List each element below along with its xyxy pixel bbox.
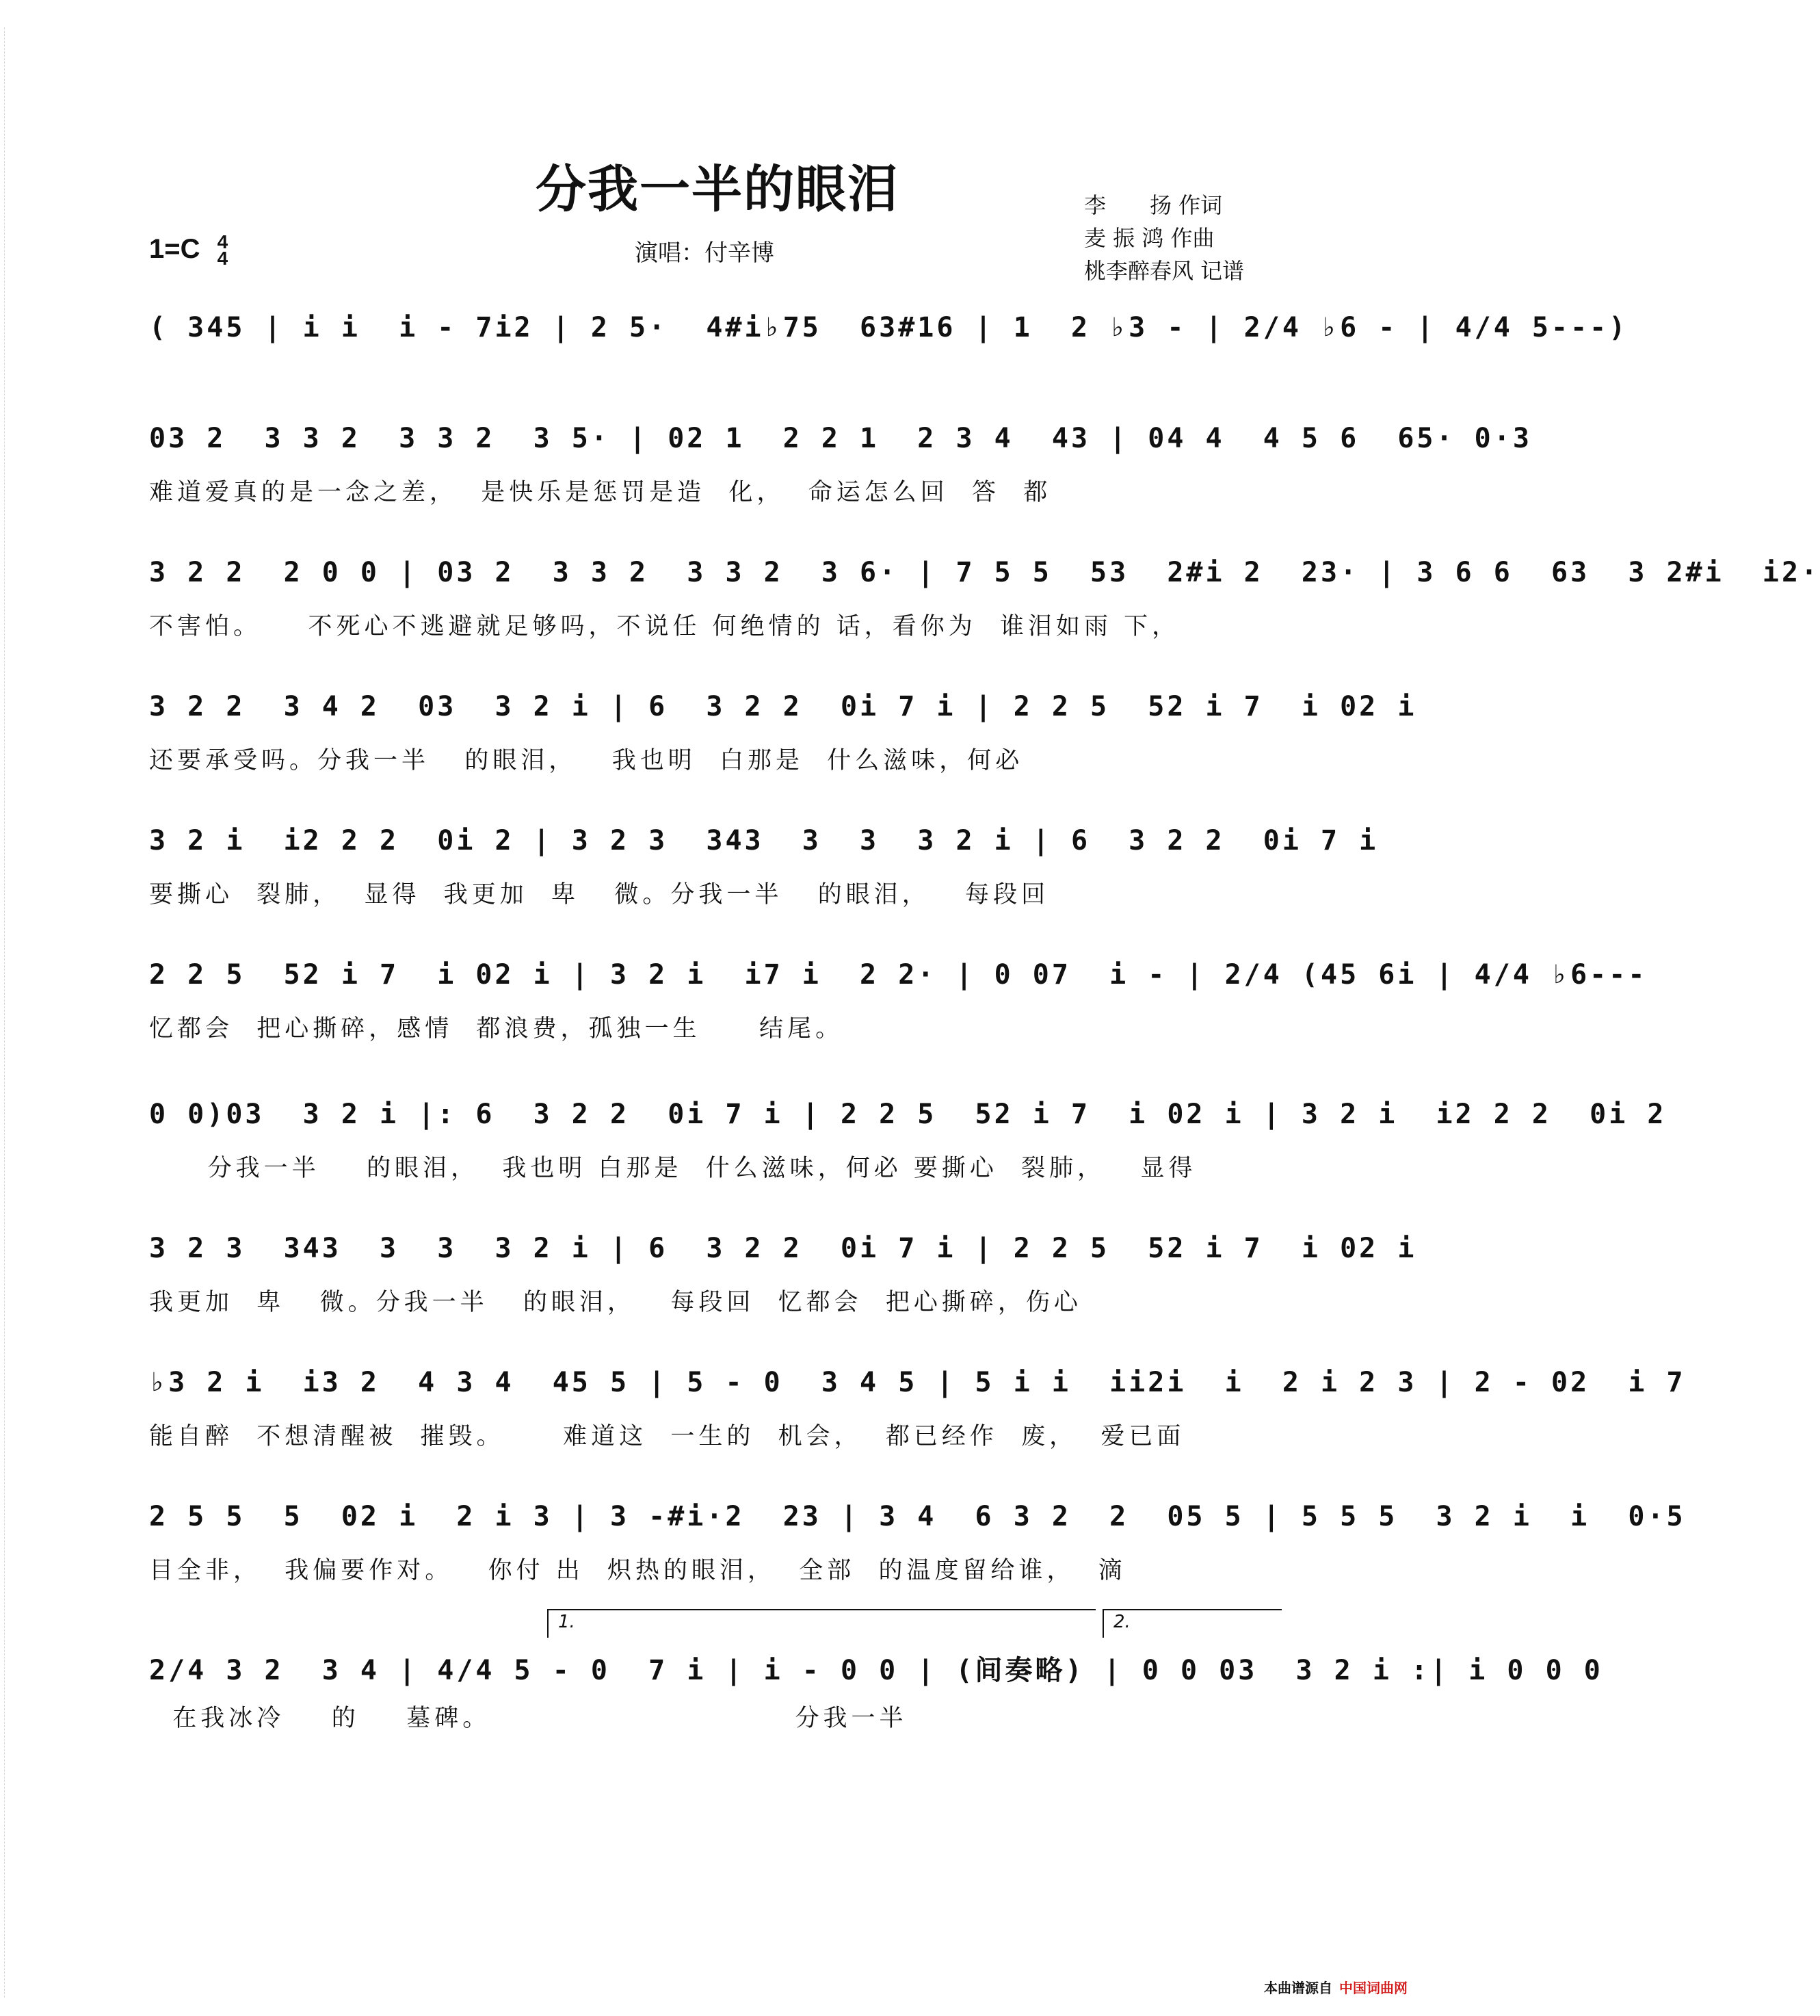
lyrics-line: 不害怕。 不死心不逃避就足够吗，不说任 何绝情的 话，看你为 谁泪如雨 下， xyxy=(149,613,1181,640)
notes-line: 2 5 5 5 02 i 2 i 3 | 3 -#i·2 23 | 3 4 6 3 2 2 05 5 | 5 5 5 3 2 i i 0·5 xyxy=(149,1501,1686,1532)
transcriber-credit: 桃李醉春风 记谱 xyxy=(1084,258,1245,284)
notes-line: 3 2 2 3 4 2 03 3 2 i | 6 3 2 2 0i 7 i | 2 2 5 52 i 7 i 02 i xyxy=(149,691,1417,722)
lyrics-line: 目全非， 我偏要作对。 你付 出 炽热的眼泪， 全部 的温度留给谁， 滴 xyxy=(149,1557,1126,1584)
volta-bracket-2 xyxy=(1103,1609,1282,1638)
score-system-2 xyxy=(149,419,1532,506)
lyrics-line: 能自醉 不想清醒被 摧毁。 难道这 一生的 机会， 都已经作 废， 爱已面 xyxy=(149,1423,1185,1450)
lyrics-line: 分我一半 的眼泪， 我也明 白那是 什么滋味，何必 要撕心 裂肺， 显得 xyxy=(149,1155,1197,1182)
time-sig-bottom: 4 xyxy=(217,248,228,270)
score-system-9 xyxy=(149,1363,1686,1450)
time-signature xyxy=(217,231,228,270)
lyrics-line: 我更加 卑 微。分我一半 的眼泪， 每段回 忆都会 把心撕碎，伤心 xyxy=(149,1289,1082,1316)
lyrics-line: 忆都会 把心撕碎，感情 都浪费，孤独一生 结尾。 xyxy=(149,1015,844,1043)
notes-line: 2/4 3 2 3 4 | 4/4 5 - 0 7 i | i - 0 0 | (间奏略) | 0 0 03 3 2 i :| i 0 0 0 xyxy=(149,1655,1603,1686)
score-system-5 xyxy=(149,821,1379,908)
key-label: 1=C xyxy=(149,234,200,264)
volta-bracket-1 xyxy=(547,1609,1096,1638)
score-system-11 xyxy=(149,1645,1603,1732)
score-system-10 xyxy=(149,1497,1686,1584)
page-edge-watermark xyxy=(4,27,12,1998)
notes-line: 2 2 5 52 i 7 i 02 i | 3 2 i i7 i 2 2· | 0 07 i - | 2/4 (45 6i | 4/4 ♭6--- xyxy=(149,959,1648,991)
notes-line: 03 2 3 3 2 3 3 2 3 5· | 02 1 2 2 1 2 3 4 43 | 04 4 4 5 6 65· 0·3 xyxy=(149,423,1532,454)
score-system-7 xyxy=(149,1095,1667,1182)
volta-label-1: 1. xyxy=(558,1612,575,1632)
score-system-1 xyxy=(149,308,1628,356)
singer-credit: 演唱：付辛博 xyxy=(635,239,774,267)
source-footer xyxy=(1264,1977,1408,1997)
song-title: 分我一半的眼泪 xyxy=(536,160,899,219)
notes-line: 3 2 2 2 0 0 | 03 2 3 3 2 3 3 2 3 6· | 7 5 5 53 2#i 2 23· | 3 6 6 63 3 2#i i2· xyxy=(149,557,1820,588)
notes-line: ( 345 | i i i - 7i2 | 2 5· 4#i♭75 63#16 | 1 2 ♭3 - | 2/4 ♭6 - | 4/4 5---) xyxy=(149,312,1628,343)
lyricist-credit: 李 扬 作词 xyxy=(1084,192,1223,218)
footer-site-name[interactable]: 中国词曲网 xyxy=(1339,1980,1408,1996)
time-sig-top: 4 xyxy=(217,231,228,253)
lyrics-line: 还要承受吗。分我一半 的眼泪， 我也明 白那是 什么滋味，何必 xyxy=(149,747,1024,774)
score-system-6 xyxy=(149,955,1648,1043)
lyrics-line: 难道爱真的是一念之差， 是快乐是惩罚是造 化， 命运怎么回 答 都 xyxy=(149,479,1052,506)
volta-label-2: 2. xyxy=(1113,1612,1131,1632)
key-signature xyxy=(149,231,228,270)
lyrics-line: 要撕心 裂肺， 显得 我更加 卑 微。分我一半 的眼泪， 每段回 xyxy=(149,881,1050,908)
notes-line: ♭3 2 i i3 2 4 3 4 45 5 | 5 - 0 3 4 5 | 5 i i ii2i i 2 i 2 3 | 2 - 02 i 7 xyxy=(149,1367,1686,1398)
score-system-4 xyxy=(149,687,1417,774)
notes-line: 0 0)03 3 2 i |: 6 3 2 2 0i 7 i | 2 2 5 52 i 7 i 02 i | 3 2 i i2 2 2 0i 2 xyxy=(149,1099,1667,1130)
score-system-8 xyxy=(149,1229,1417,1316)
lyrics-line: 在我冰冷 的 墓碑。 分我一半 xyxy=(149,1705,908,1732)
notes-line: 3 2 3 343 3 3 3 2 i | 6 3 2 2 0i 7 i | 2 2 5 52 i 7 i 02 i xyxy=(149,1233,1417,1264)
composer-credit: 麦 振 鸿 作曲 xyxy=(1084,225,1215,251)
footer-source-label: 本曲谱源自 xyxy=(1264,1980,1332,1996)
notes-line: 3 2 i i2 2 2 0i 2 | 3 2 3 343 3 3 3 2 i | 6 3 2 2 0i 7 i xyxy=(149,825,1379,856)
score-system-3 xyxy=(149,553,1820,640)
credits xyxy=(1084,189,1244,287)
